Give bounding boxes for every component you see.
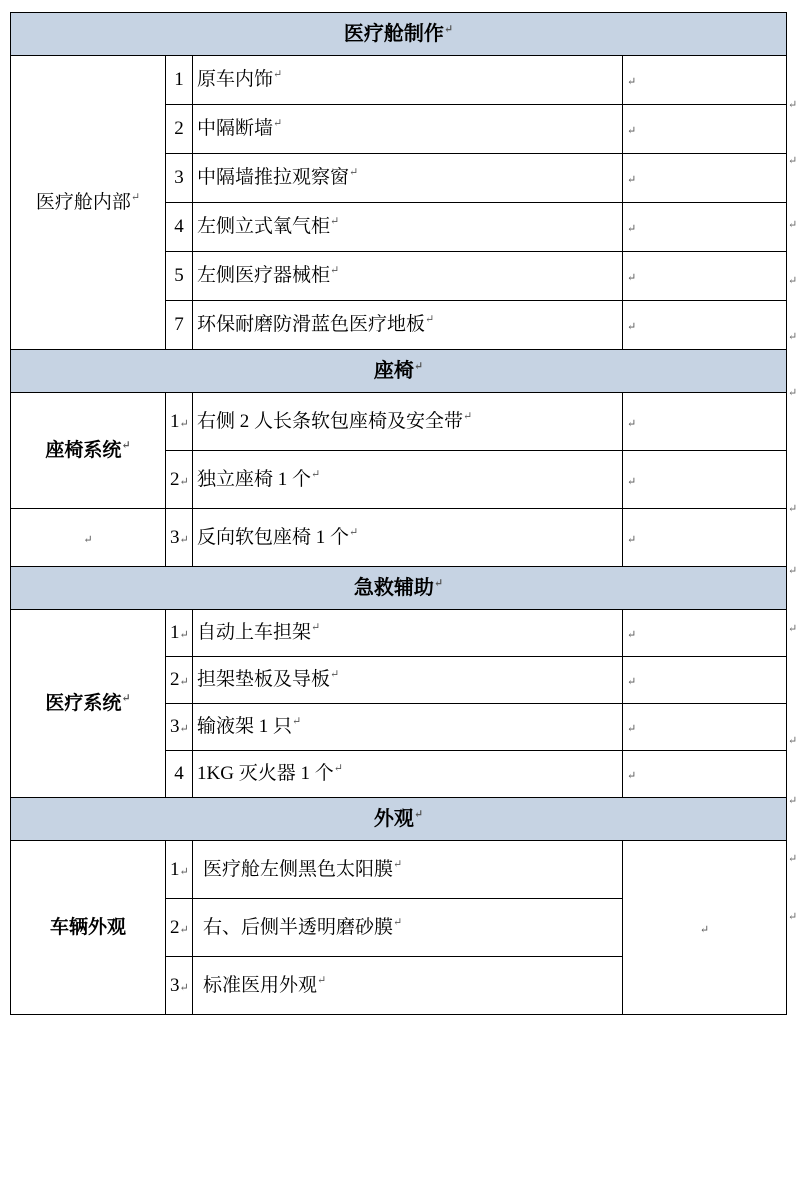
paragraph-mark-icon: ↵ bbox=[627, 723, 637, 736]
paragraph-mark-icon: ↵ bbox=[413, 359, 424, 372]
item-name bbox=[193, 899, 623, 957]
item-number-text: 3 bbox=[170, 974, 180, 996]
paragraph-mark-icon: ↵ bbox=[463, 410, 473, 423]
table-row bbox=[11, 509, 787, 567]
paragraph-mark-icon: ↵ bbox=[627, 272, 637, 285]
item-number bbox=[166, 610, 193, 657]
item-name bbox=[193, 154, 623, 203]
paragraph-mark-icon: ↵ bbox=[179, 923, 189, 936]
group-label-text: 座椅系统 bbox=[45, 439, 122, 461]
group-label-cell bbox=[11, 393, 166, 509]
paragraph-mark-icon: ↵ bbox=[179, 475, 189, 488]
paragraph-mark-icon: ↵ bbox=[179, 981, 189, 994]
table-row bbox=[11, 56, 787, 105]
section-title bbox=[11, 13, 787, 56]
paragraph-mark-icon: ↵ bbox=[627, 417, 637, 430]
paragraph-mark-icon: ↵ bbox=[273, 68, 283, 81]
item-number: 1 bbox=[166, 56, 193, 105]
margin-paragraph-mark-icon: ↵ bbox=[788, 275, 798, 287]
item-name bbox=[193, 751, 623, 798]
item-name-text: 输液架 1 只 bbox=[197, 716, 293, 738]
section-title bbox=[11, 798, 787, 841]
group-label-cell bbox=[11, 841, 166, 1015]
note-cell bbox=[623, 56, 787, 105]
item-name-text: 1KG 灭火器 1 个 bbox=[197, 763, 334, 785]
margin-paragraph-mark-icon: ↵ bbox=[788, 623, 798, 635]
paragraph-mark-icon: ↵ bbox=[311, 468, 321, 481]
item-number bbox=[166, 393, 193, 451]
paragraph-mark-icon: ↵ bbox=[330, 215, 340, 228]
note-cell bbox=[623, 657, 787, 704]
item-number bbox=[166, 509, 193, 567]
paragraph-mark-icon: ↵ bbox=[627, 223, 637, 236]
item-number: 3 bbox=[166, 154, 193, 203]
item-number bbox=[166, 704, 193, 751]
item-number: 4 bbox=[166, 203, 193, 252]
item-name-text: 反向软包座椅 1 个 bbox=[197, 526, 350, 548]
paragraph-mark-icon: ↵ bbox=[130, 191, 141, 204]
configuration-table bbox=[10, 12, 787, 1015]
item-name bbox=[193, 957, 623, 1015]
item-number-text: 1 bbox=[170, 858, 180, 880]
item-name-text: 标准医用外观 bbox=[203, 974, 318, 996]
note-cell bbox=[623, 301, 787, 350]
paragraph-mark-icon: ↵ bbox=[330, 668, 340, 681]
group-label-text: 医疗系统 bbox=[45, 692, 122, 714]
item-name bbox=[193, 610, 623, 657]
margin-paragraph-mark-icon: ↵ bbox=[788, 99, 798, 111]
item-name bbox=[193, 301, 623, 350]
item-name-text: 原车内饰 bbox=[197, 69, 274, 91]
section-title bbox=[11, 350, 787, 393]
paragraph-mark-icon: ↵ bbox=[627, 76, 637, 89]
paragraph-mark-icon: ↵ bbox=[179, 417, 189, 430]
item-name-text: 中隔墙推拉观察窗 bbox=[197, 167, 350, 189]
paragraph-mark-icon: ↵ bbox=[333, 762, 343, 775]
group-label-text: 车辆外观 bbox=[49, 916, 126, 938]
paragraph-mark-icon: ↵ bbox=[349, 166, 359, 179]
group-label-cell bbox=[11, 56, 166, 350]
paragraph-mark-icon: ↵ bbox=[699, 923, 710, 936]
paragraph-mark-icon: ↵ bbox=[83, 533, 93, 546]
paragraph-mark-icon: ↵ bbox=[292, 715, 302, 728]
section-header-row bbox=[11, 350, 787, 393]
item-name-text: 中隔断墙 bbox=[197, 118, 274, 140]
item-number: 5 bbox=[166, 252, 193, 301]
paragraph-mark-icon: ↵ bbox=[179, 533, 189, 546]
section-title-text: 急救辅助 bbox=[353, 576, 434, 599]
note-cell bbox=[623, 610, 787, 657]
item-name-text: 独立座椅 1 个 bbox=[197, 468, 312, 490]
item-number: 2 bbox=[166, 105, 193, 154]
section-header-row bbox=[11, 567, 787, 610]
paragraph-mark-icon: ↵ bbox=[627, 174, 637, 187]
note-cell bbox=[623, 393, 787, 451]
item-name bbox=[193, 252, 623, 301]
item-name bbox=[193, 657, 623, 704]
paragraph-mark-icon: ↵ bbox=[443, 22, 454, 35]
margin-paragraph-mark-icon: ↵ bbox=[788, 503, 798, 515]
section-title-text: 座椅 bbox=[373, 359, 414, 382]
table-row bbox=[11, 393, 787, 451]
item-name-text: 环保耐磨防滑蓝色医疗地板 bbox=[197, 314, 426, 336]
item-number: 7 bbox=[166, 301, 193, 350]
section-title-text: 外观 bbox=[373, 807, 414, 830]
section-title bbox=[11, 567, 787, 610]
paragraph-mark-icon: ↵ bbox=[273, 117, 283, 130]
item-name bbox=[193, 841, 623, 899]
item-name-text: 右侧 2 人长条软包座椅及安全带 bbox=[197, 410, 464, 432]
paragraph-mark-icon: ↵ bbox=[627, 125, 637, 138]
item-name-text: 右、后侧半透明磨砂膜 bbox=[203, 916, 394, 938]
margin-paragraph-mark-icon: ↵ bbox=[788, 911, 798, 923]
note-cell bbox=[623, 704, 787, 751]
item-number-text: 2 bbox=[170, 916, 180, 938]
paragraph-mark-icon: ↵ bbox=[179, 723, 189, 736]
item-name bbox=[193, 56, 623, 105]
section-header-row bbox=[11, 13, 787, 56]
paragraph-mark-icon: ↵ bbox=[317, 974, 327, 987]
paragraph-mark-icon: ↵ bbox=[121, 692, 131, 705]
paragraph-mark-icon: ↵ bbox=[627, 629, 637, 642]
paragraph-mark-icon: ↵ bbox=[425, 313, 435, 326]
item-number bbox=[166, 451, 193, 509]
item-name bbox=[193, 509, 623, 567]
paragraph-mark-icon: ↵ bbox=[179, 676, 189, 689]
paragraph-mark-icon: ↵ bbox=[433, 576, 444, 589]
note-cell bbox=[623, 751, 787, 798]
section-header-row bbox=[11, 798, 787, 841]
note-cell bbox=[623, 841, 787, 1015]
paragraph-mark-icon: ↵ bbox=[393, 858, 403, 871]
note-cell bbox=[623, 509, 787, 567]
margin-paragraph-mark-icon: ↵ bbox=[788, 735, 798, 747]
item-number bbox=[166, 899, 193, 957]
table-row bbox=[11, 610, 787, 657]
item-name bbox=[193, 393, 623, 451]
paragraph-mark-icon: ↵ bbox=[179, 629, 189, 642]
item-number bbox=[166, 957, 193, 1015]
note-cell bbox=[623, 105, 787, 154]
margin-paragraph-mark-icon: ↵ bbox=[788, 331, 798, 343]
note-cell bbox=[623, 451, 787, 509]
group-label-cell-empty bbox=[11, 509, 166, 567]
item-name-text: 自动上车担架 bbox=[197, 622, 312, 644]
paragraph-mark-icon: ↵ bbox=[627, 676, 637, 689]
paragraph-mark-icon: ↵ bbox=[330, 264, 340, 277]
section-title-text: 医疗舱制作 bbox=[343, 22, 444, 45]
group-label-text: 医疗舱内部 bbox=[35, 191, 131, 213]
item-name-text: 左侧立式氧气柜 bbox=[197, 216, 331, 238]
item-number-text: 3 bbox=[170, 526, 180, 548]
paragraph-mark-icon: ↵ bbox=[121, 439, 131, 452]
item-number-text: 2 bbox=[170, 669, 180, 691]
margin-paragraph-mark-icon: ↵ bbox=[788, 155, 798, 167]
item-name bbox=[193, 451, 623, 509]
margin-paragraph-mark-icon: ↵ bbox=[788, 853, 798, 865]
item-name bbox=[193, 105, 623, 154]
item-name bbox=[193, 203, 623, 252]
paragraph-mark-icon: ↵ bbox=[179, 865, 189, 878]
paragraph-mark-icon: ↵ bbox=[627, 770, 637, 783]
paragraph-mark-icon: ↵ bbox=[413, 807, 424, 820]
paragraph-mark-icon: ↵ bbox=[393, 916, 403, 929]
item-name-text: 左侧医疗器械柜 bbox=[197, 265, 331, 287]
paragraph-mark-icon: ↵ bbox=[627, 533, 637, 546]
margin-paragraph-mark-icon: ↵ bbox=[788, 387, 798, 399]
item-number bbox=[166, 657, 193, 704]
item-number-text: 3 bbox=[170, 716, 180, 738]
item-name-text: 担架垫板及导板 bbox=[197, 669, 331, 691]
note-cell bbox=[623, 203, 787, 252]
document-page bbox=[0, 12, 800, 1184]
item-name bbox=[193, 704, 623, 751]
margin-paragraph-mark-icon: ↵ bbox=[788, 565, 798, 577]
note-cell bbox=[623, 252, 787, 301]
item-name-text: 医疗舱左侧黑色太阳膜 bbox=[203, 858, 394, 880]
item-number-text: 1 bbox=[170, 622, 180, 644]
margin-paragraph-mark-icon: ↵ bbox=[788, 795, 798, 807]
paragraph-mark-icon: ↵ bbox=[349, 526, 359, 539]
item-number bbox=[166, 841, 193, 899]
paragraph-mark-icon: ↵ bbox=[627, 475, 637, 488]
item-number-text: 1 bbox=[170, 410, 180, 432]
item-number-text: 2 bbox=[170, 468, 180, 490]
paragraph-mark-icon: ↵ bbox=[627, 321, 637, 334]
item-number: 4 bbox=[166, 751, 193, 798]
group-label-cell bbox=[11, 610, 166, 798]
paragraph-mark-icon: ↵ bbox=[311, 621, 321, 634]
margin-paragraph-mark-icon: ↵ bbox=[788, 219, 798, 231]
note-cell bbox=[623, 154, 787, 203]
table-row bbox=[11, 841, 787, 899]
